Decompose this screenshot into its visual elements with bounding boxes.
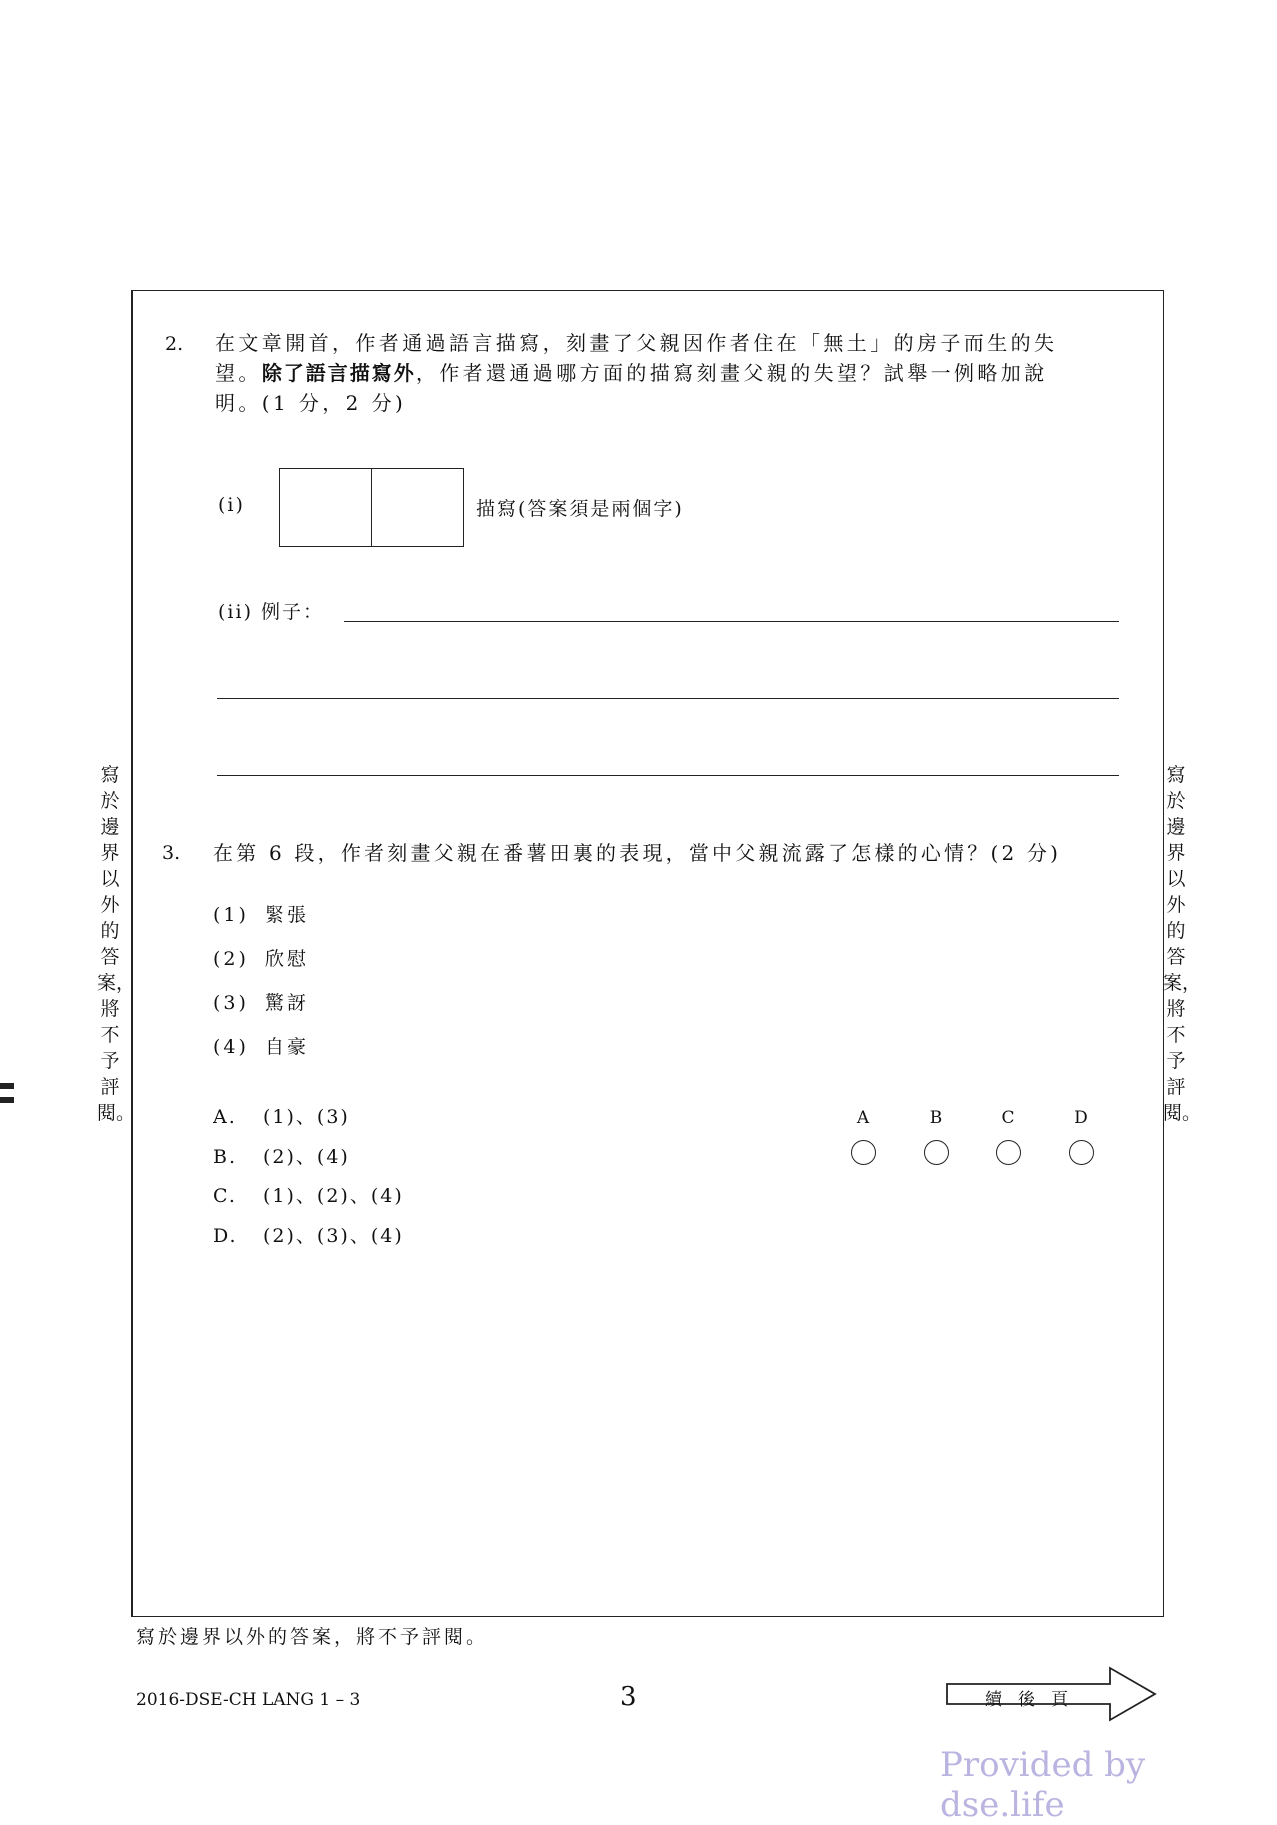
answer-bubble-d[interactable] <box>1069 1140 1094 1165</box>
answer-line-2[interactable] <box>217 698 1119 699</box>
q2-part-i-label: (i) <box>218 494 245 516</box>
q2-bold-phrase: 除了語言描寫外 <box>261 361 416 385</box>
answer-bubble-b[interactable] <box>924 1140 949 1165</box>
bottom-note: 寫於邊界以外的答案，將不予評閱。 <box>136 1626 489 1648</box>
q2-text-line1: 在文章開首，作者通過語言描寫，刻畫了父親因作者住在「無土」的房子而生的失 <box>215 331 1058 355</box>
answer-bubble-a[interactable] <box>851 1140 876 1165</box>
bubble-label-b: B <box>929 1108 943 1128</box>
q3-choice-a: A. (1)、(3) <box>213 1106 350 1128</box>
answer-box-2[interactable] <box>371 468 464 547</box>
answer-box-1[interactable] <box>279 468 372 547</box>
page-number: 3 <box>620 1682 637 1712</box>
q2-text-line2: 望。除了語言描寫外，作者還通過哪方面的描寫刻畫父親的失望？試舉一例略加說 <box>215 361 1048 385</box>
watermark: Provided by dse.life <box>940 1745 1146 1825</box>
answer-bubble-c[interactable] <box>996 1140 1021 1165</box>
q3-option-1: (1) 緊張 <box>213 904 310 926</box>
q3-option-4: (4) 自豪 <box>213 1036 310 1058</box>
q3-option-2: (2) 欣慰 <box>213 948 310 970</box>
left-margin-note: 寫於邊界以外的答案，將不予評閱。 <box>97 764 136 1124</box>
q3-choice-d: D. (2)、(3)、(4) <box>213 1225 404 1247</box>
q3-text: 在第 6 段，作者刻畫父親在番薯田裏的表現，當中父親流露了怎樣的心情？(2 分) <box>213 841 1062 865</box>
bubble-label-c: C <box>1001 1108 1015 1128</box>
right-margin-note: 寫於邊界以外的答案，將不予評閱。 <box>1163 764 1202 1124</box>
scan-mark <box>0 1083 14 1089</box>
q3-choice-b: B. (2)、(4) <box>213 1146 350 1168</box>
answer-line-3[interactable] <box>217 775 1119 776</box>
q2-text <box>215 328 1145 418</box>
q2-part-ii-label: (ii) 例子： <box>218 601 325 623</box>
q2-part-i-suffix: 描寫(答案須是兩個字) <box>476 498 684 520</box>
bubble-label-d: D <box>1074 1108 1088 1128</box>
continue-label: 續後頁 <box>985 1690 1084 1710</box>
bubble-label-a: A <box>856 1108 870 1128</box>
answer-line-1[interactable] <box>344 621 1119 622</box>
scan-mark <box>0 1097 14 1103</box>
q3-option-3: (3) 驚訝 <box>213 992 310 1014</box>
q2-text-line3: 明。(1 分，2 分) <box>215 391 407 415</box>
q2-number: 2. <box>165 333 184 355</box>
paper-code: 2016-DSE-CH LANG 1 – 3 <box>136 1690 361 1710</box>
q3-number: 3. <box>162 842 181 864</box>
q3-choice-c: C. (1)、(2)、(4) <box>213 1185 404 1207</box>
